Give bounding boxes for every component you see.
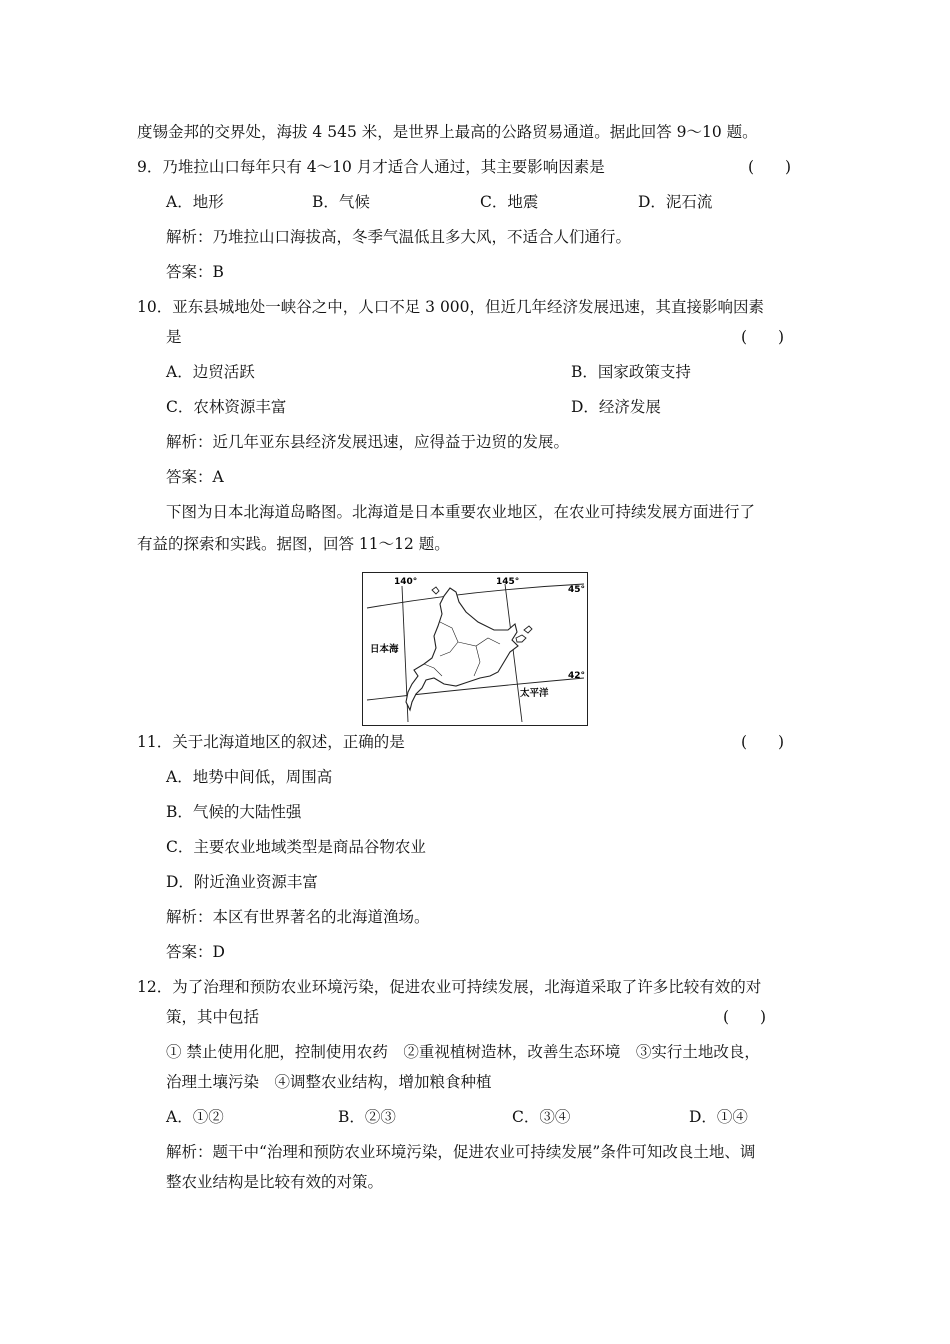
question-10-option-b[interactable]: B．国家政策支持	[571, 363, 691, 381]
label-145: 145°	[496, 577, 520, 587]
question-12-items-line2: 治理土壤污染 ④调整农业结构，增加粮食种植	[166, 1073, 492, 1091]
question-12-option-b[interactable]: B．②③	[338, 1108, 396, 1126]
question-11-option-c[interactable]: C．主要农业地域类型是商品谷物农业	[166, 838, 426, 856]
question-10-stem-line2: 是	[166, 328, 182, 346]
question-9-option-a[interactable]: A．地形	[166, 193, 224, 211]
question-10-answer-paren[interactable]: ( )	[741, 328, 785, 346]
question-9-option-c[interactable]: C．地震	[480, 193, 539, 211]
passage-line2: 有益的探索和实践。据图，回答 11～12 题。	[137, 535, 450, 553]
question-10-option-a[interactable]: A．边贸活跃	[166, 363, 255, 381]
question-11-analysis: 解析：本区有世界著名的北海道渔场。	[166, 908, 430, 926]
question-10-analysis: 解析：近几年亚东县经济发展迅速，应得益于边贸的发展。	[166, 433, 570, 451]
question-10-option-c[interactable]: C．农林资源丰富	[166, 398, 287, 416]
hokkaido-map	[362, 572, 588, 726]
question-9-answer-paren[interactable]: ( )	[748, 158, 792, 176]
question-11-option-d[interactable]: D．附近渔业资源丰富	[166, 873, 318, 891]
question-12-stem-line1: 12．为了治理和预防农业环境污染，促进农业可持续发展，北海道采取了许多比较有效的对	[137, 978, 762, 996]
question-9-answer: 答案：B	[166, 263, 224, 281]
label-pacific-ocean: 太平洋	[520, 688, 549, 699]
passage-line1: 下图为日本北海道岛略图。北海道是日本重要农业地区，在农业可持续发展方面进行了	[166, 503, 756, 521]
label-45: 45°	[568, 585, 586, 595]
question-12-analysis-line2: 整农业结构是比较有效的对策。	[166, 1173, 384, 1191]
intro-text: 度锡金邦的交界处，海拔 4 545 米，是世界上最高的公路贸易通道。据此回答 9～10 题。	[137, 123, 758, 141]
question-12-analysis-line1: 解析：题干中“治理和预防农业环境污染，促进农业可持续发展”条件可知改良土地、调	[166, 1143, 756, 1161]
question-10-stem-line1: 10．亚东县城地处一峡谷之中，人口不足 3 000，但近几年经济发展迅速，其直接影响因素	[137, 298, 765, 316]
question-9-stem: 9．乃堆拉山口每年只有 4～10 月才适合人通过，其主要影响因素是	[137, 158, 605, 176]
question-9-option-b[interactable]: B．气候	[312, 193, 370, 211]
question-9-option-d[interactable]: D．泥石流	[638, 193, 713, 211]
question-11-answer-paren[interactable]: ( )	[741, 733, 785, 751]
question-11-answer: 答案：D	[166, 943, 225, 961]
question-12-option-d[interactable]: D．①④	[689, 1108, 748, 1126]
question-11-stem: 11．关于北海道地区的叙述，正确的是	[137, 733, 405, 751]
question-12-option-c[interactable]: C．③④	[512, 1108, 571, 1126]
question-11-option-b[interactable]: B．气候的大陆性强	[166, 803, 302, 821]
question-10-answer: 答案：A	[166, 468, 224, 486]
question-12-items-line1: ① 禁止使用化肥，控制使用农药 ②重视植树造林，改善生态环境 ③实行土地改良，	[166, 1043, 760, 1061]
label-140: 140°	[394, 577, 418, 587]
question-12-option-a[interactable]: A．①②	[166, 1108, 224, 1126]
question-11-option-a[interactable]: A．地势中间低，周围高	[166, 768, 333, 786]
label-sea-of-japan: 日本海	[370, 644, 399, 655]
label-42: 42°	[568, 671, 586, 681]
question-10-option-d[interactable]: D．经济发展	[571, 398, 661, 416]
question-12-stem-line2: 策，其中包括	[166, 1008, 260, 1026]
question-12-answer-paren[interactable]: ( )	[723, 1008, 767, 1026]
question-9-analysis: 解析：乃堆拉山口海拔高，冬季气温低且多大风，不适合人们通行。	[166, 228, 632, 246]
